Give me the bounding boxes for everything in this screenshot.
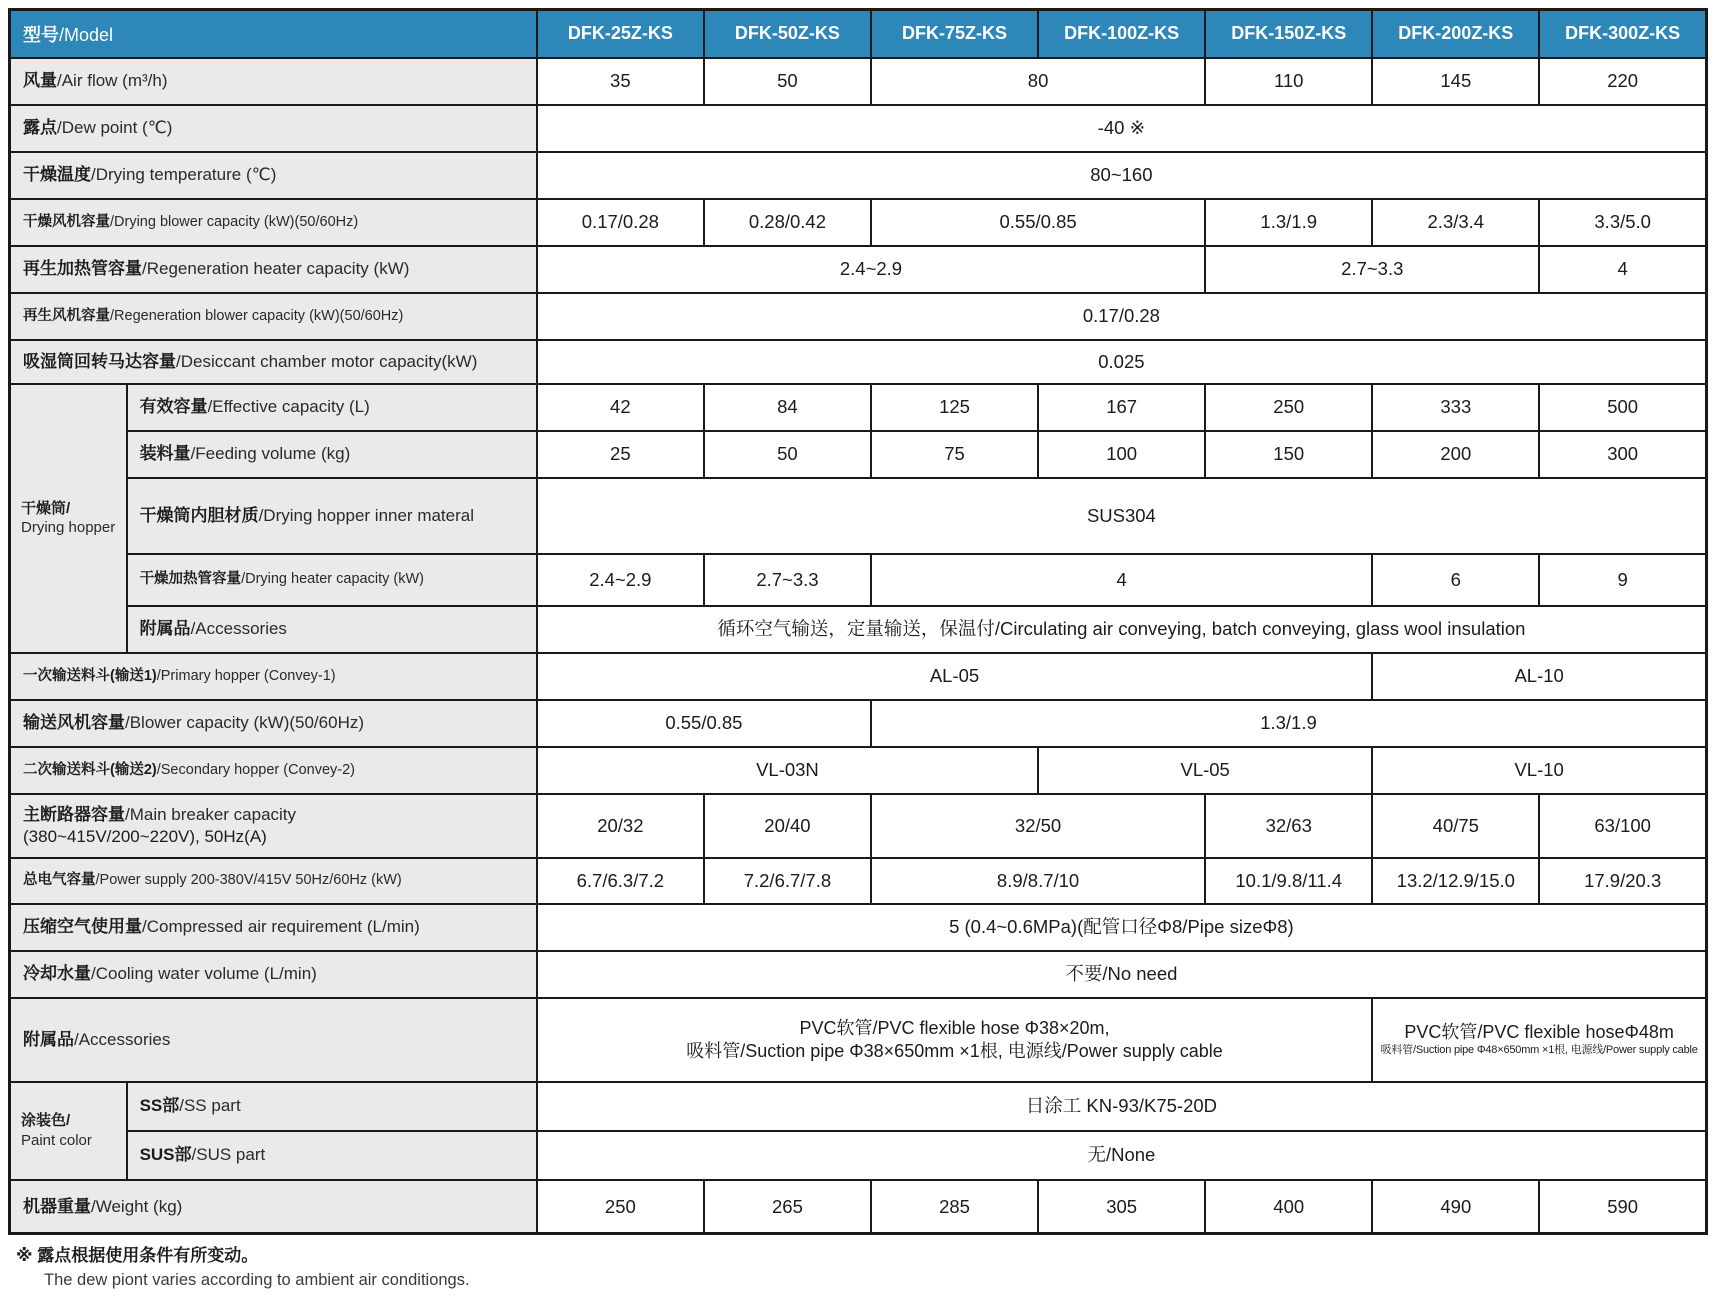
value-line1: 42 xyxy=(610,396,631,418)
row-label-zh: 干燥筒内胆材质 xyxy=(139,505,259,525)
value-drying-blower-1 xyxy=(537,199,704,246)
row-label-primary-hopper xyxy=(10,653,537,700)
value-compressed-air-1 xyxy=(537,904,1707,951)
value-line1: 490 xyxy=(1440,1195,1472,1217)
value-line1: 1.3/1.9 xyxy=(1260,712,1317,734)
value-secondary-hopper-2 xyxy=(1038,747,1372,794)
value-line1: 4 xyxy=(1116,568,1127,590)
value-line1: 2.7~3.3 xyxy=(1341,258,1404,280)
value-machine-accessories-1 xyxy=(537,998,1372,1082)
value-line1: VL-10 xyxy=(1514,759,1564,781)
value-line1: 80~160 xyxy=(1090,164,1153,186)
row-label-en: /Main breaker capacity xyxy=(125,805,297,825)
value-drying-blower-2 xyxy=(704,199,871,246)
row-label-en: /Drying temperature (℃) xyxy=(91,165,277,185)
value-main-breaker-4 xyxy=(1205,794,1372,858)
value-line1: 80 xyxy=(1027,70,1049,92)
value-regen-heater-2 xyxy=(1205,246,1539,293)
value-effective-capacity-5 xyxy=(1205,384,1372,431)
value-main-breaker-3 xyxy=(871,794,1205,858)
value-line1: 6.7/6.3/7.2 xyxy=(576,869,665,891)
spec-table xyxy=(8,8,1708,1235)
row-hopper-accessories xyxy=(10,606,1707,653)
group-label-en: Paint color xyxy=(21,1131,92,1149)
row-label-zh: SS部 xyxy=(139,1096,180,1116)
row-label-en: /SS part xyxy=(179,1096,241,1116)
value-air-flow-6 xyxy=(1539,58,1706,105)
group-label-paint-ss xyxy=(10,1082,127,1180)
value-blower-capacity-2 xyxy=(871,700,1707,747)
row-desiccant-motor xyxy=(10,340,1707,384)
row-effective-capacity xyxy=(10,384,1707,431)
row-label-drying-blower xyxy=(10,199,537,246)
row-label-desiccant-motor xyxy=(10,340,537,384)
value-drying-heater-5 xyxy=(1539,554,1706,606)
row-label-zh: 再生风机容量 xyxy=(23,307,110,324)
row-label-zh: 总电气容量 xyxy=(23,872,96,889)
header-row xyxy=(10,10,1707,58)
value-feeding-volume-7 xyxy=(1539,431,1706,478)
value-line1: PVC软管/PVC flexible hoseΦ48m xyxy=(1404,1022,1674,1043)
value-feeding-volume-1 xyxy=(537,431,704,478)
model-header-1: DFK-25Z-KS xyxy=(537,10,704,58)
value-line1: AL-10 xyxy=(1514,665,1564,687)
row-label-machine-accessories xyxy=(10,998,537,1082)
value-line1: 5 (0.4~0.6MPa)(配管口径Φ8/Pipe sizeΦ8) xyxy=(949,916,1294,938)
value-feeding-volume-5 xyxy=(1205,431,1372,478)
value-line1: 32/50 xyxy=(1014,814,1062,836)
value-line1: 40/75 xyxy=(1432,814,1479,836)
value-air-flow-4 xyxy=(1205,58,1372,105)
value-line1: 2.3/3.4 xyxy=(1427,211,1485,233)
value-weight-7 xyxy=(1539,1180,1706,1234)
value-effective-capacity-6 xyxy=(1372,384,1539,431)
value-line1: 0.28/0.42 xyxy=(748,211,827,233)
value-cooling-water-1 xyxy=(537,951,1707,998)
row-label-zh: 附属品 xyxy=(139,619,191,639)
row-label-en: /Effective capacity (L) xyxy=(207,397,370,417)
value-line1: 0.55/0.85 xyxy=(665,712,743,734)
row-label-en: /Blower capacity (kW)(50/60Hz) xyxy=(125,713,365,733)
value-air-flow-1 xyxy=(537,58,704,105)
row-label-secondary-hopper xyxy=(10,747,537,794)
value-main-breaker-1 xyxy=(537,794,704,858)
row-label-en: /Cooling water volume (L/min) xyxy=(91,964,317,984)
row-label-en: /Secondary hopper (Convey-2) xyxy=(156,761,356,778)
row-label-paint-sus xyxy=(127,1131,537,1180)
value-line1: 220 xyxy=(1607,70,1639,92)
value-power-supply-1 xyxy=(537,858,704,904)
row-drying-heater xyxy=(10,554,1707,606)
value-power-supply-2 xyxy=(704,858,871,904)
row-label-zh: 装料量 xyxy=(139,444,191,464)
row-label-en: /Air flow (m³/h) xyxy=(57,71,168,91)
value-regen-heater-3 xyxy=(1539,246,1706,293)
value-line1: PVC软管/PVC flexible hose Φ38×20m, xyxy=(799,1018,1110,1038)
row-label-zh: 风量 xyxy=(23,71,57,91)
value-line1: 285 xyxy=(939,1195,970,1217)
value-line1: 25 xyxy=(610,443,631,465)
value-power-supply-3 xyxy=(871,858,1205,904)
row-label-hopper-accessories xyxy=(127,606,537,653)
value-line1: 305 xyxy=(1106,1195,1138,1217)
spec-table-body xyxy=(10,58,1707,1234)
value-effective-capacity-2 xyxy=(704,384,871,431)
row-label-en: /Feeding volume (kg) xyxy=(190,444,351,464)
row-regen-blower xyxy=(10,293,1707,340)
value-line1: 0.17/0.28 xyxy=(1082,305,1160,327)
value-drying-heater-3 xyxy=(871,554,1372,606)
value-weight-1 xyxy=(537,1180,704,1234)
value-line1: 13.2/12.9/15.0 xyxy=(1396,869,1515,891)
value-line1: 500 xyxy=(1607,396,1639,418)
row-label-zh: 主断路器容量 xyxy=(23,805,125,825)
row-label-compressed-air xyxy=(10,904,537,951)
value-line1: 50 xyxy=(777,70,798,92)
value-line1: 333 xyxy=(1440,396,1472,418)
value-drying-temperature-1 xyxy=(537,152,1707,199)
value-line1: 100 xyxy=(1106,443,1138,465)
model-label-zh: 型号 xyxy=(23,24,59,45)
value-line1: 20/32 xyxy=(597,814,644,836)
value-line1: SUS304 xyxy=(1086,504,1156,526)
row-label-regen-blower xyxy=(10,293,537,340)
value-line1: 35 xyxy=(610,70,631,92)
value-line1: 无/None xyxy=(1087,1144,1156,1166)
value-line1: VL-03N xyxy=(756,759,819,781)
row-label-en: /Regeneration blower capacity (kW)(50/60Hz) xyxy=(110,307,404,324)
model-label-en: /Model xyxy=(59,24,114,45)
footnote-en: The dew piont varies according to ambient air conditiongs. xyxy=(44,1270,470,1289)
value-hopper-accessories-1 xyxy=(537,606,1707,653)
value-line1: 300 xyxy=(1607,443,1639,465)
row-label-zh: 冷却水量 xyxy=(23,964,91,984)
row-label-line2: (380~415V/200~220V), 50Hz(A) xyxy=(23,826,267,846)
value-desiccant-motor-1 xyxy=(537,340,1707,384)
value-line2: 吸料管/Suction pipe Φ38×650mm ×1根, 电源线/Power supply cable xyxy=(686,1040,1223,1061)
value-weight-6 xyxy=(1372,1180,1539,1234)
value-line1: 6 xyxy=(1450,568,1461,590)
value-line1: 400 xyxy=(1273,1195,1305,1217)
row-label-zh: 机器重量 xyxy=(23,1196,91,1216)
value-line1: 2.4~2.9 xyxy=(589,568,652,590)
value-line1: 9 xyxy=(1617,568,1628,590)
row-label-en: /Drying hopper inner materal xyxy=(258,505,475,525)
row-label-blower-capacity xyxy=(10,700,537,747)
value-blower-capacity-1 xyxy=(537,700,871,747)
row-label-en: /Desiccant chamber motor capacity(kW) xyxy=(176,351,478,371)
row-label-en: /SUS part xyxy=(191,1145,266,1165)
row-blower-capacity xyxy=(10,700,1707,747)
value-line1: 不要/No need xyxy=(1065,963,1178,985)
value-air-flow-2 xyxy=(704,58,871,105)
model-label-cell xyxy=(10,10,537,58)
value-drying-heater-2 xyxy=(704,554,871,606)
value-feeding-volume-2 xyxy=(704,431,871,478)
value-line1: 17.9/20.3 xyxy=(1584,869,1662,891)
row-inner-material xyxy=(10,478,1707,554)
value-line1: 125 xyxy=(939,396,970,418)
row-label-en: /Compressed air requirement (L/min) xyxy=(142,917,420,937)
row-label-drying-heater xyxy=(127,554,537,606)
row-machine-accessories xyxy=(10,998,1707,1082)
model-header-4: DFK-100Z-KS xyxy=(1038,10,1205,58)
row-label-air-flow xyxy=(10,58,537,105)
value-line1: 250 xyxy=(604,1195,636,1217)
value-drying-heater-1 xyxy=(537,554,704,606)
value-primary-hopper-1 xyxy=(537,653,1372,700)
value-main-breaker-5 xyxy=(1372,794,1539,858)
value-line1: 75 xyxy=(944,443,965,465)
row-feeding-volume xyxy=(10,431,1707,478)
model-header-6: DFK-200Z-KS xyxy=(1372,10,1539,58)
row-power-supply xyxy=(10,858,1707,904)
group-label-en: Drying hopper xyxy=(21,519,116,536)
value-line1: 250 xyxy=(1273,396,1305,418)
row-label-effective-capacity xyxy=(127,384,537,431)
row-label-zh: 附属品 xyxy=(23,1029,74,1049)
value-effective-capacity-7 xyxy=(1539,384,1706,431)
row-label-en: /Drying heater capacity (kW) xyxy=(241,571,424,588)
row-label-main-breaker xyxy=(10,794,537,858)
row-label-en: /Accessories xyxy=(74,1029,171,1049)
row-label-zh: 干燥加热管容量 xyxy=(139,571,242,588)
value-line1: 50 xyxy=(777,443,798,465)
row-paint-ss xyxy=(10,1082,1707,1131)
row-label-zh: 干燥风机容量 xyxy=(23,213,110,230)
value-drying-blower-4 xyxy=(1205,199,1372,246)
group-label-zh: 干燥筒/ xyxy=(21,499,71,517)
value-inner-material-1 xyxy=(537,478,1707,554)
value-line1: 63/100 xyxy=(1594,814,1651,836)
group-label-zh: 涂装色/ xyxy=(21,1112,71,1129)
value-feeding-volume-4 xyxy=(1038,431,1205,478)
value-line1: 8.9/8.7/10 xyxy=(996,869,1080,891)
value-power-supply-5 xyxy=(1372,858,1539,904)
value-weight-5 xyxy=(1205,1180,1372,1234)
row-label-inner-material xyxy=(127,478,537,554)
row-regen-heater xyxy=(10,246,1707,293)
row-cooling-water xyxy=(10,951,1707,998)
row-label-dew-point xyxy=(10,105,537,152)
value-dew-point-1 xyxy=(537,105,1707,152)
value-machine-accessories-2 xyxy=(1372,998,1706,1082)
value-secondary-hopper-1 xyxy=(537,747,1038,794)
row-label-en: /Regeneration heater capacity (kW) xyxy=(142,259,410,279)
value-main-breaker-6 xyxy=(1539,794,1706,858)
row-weight xyxy=(10,1180,1707,1234)
value-drying-blower-5 xyxy=(1372,199,1539,246)
row-drying-blower xyxy=(10,199,1707,246)
value-weight-4 xyxy=(1038,1180,1205,1234)
value-weight-3 xyxy=(871,1180,1038,1234)
value-regen-blower-1 xyxy=(537,293,1707,340)
row-label-drying-temperature xyxy=(10,152,537,199)
row-label-weight xyxy=(10,1180,537,1234)
value-drying-heater-4 xyxy=(1372,554,1539,606)
value-paint-ss-1 xyxy=(537,1082,1707,1131)
value-line1: 10.1/9.8/11.4 xyxy=(1235,869,1343,891)
row-label-zh: 二次输送料斗(输送2) xyxy=(23,761,157,778)
row-paint-sus xyxy=(10,1131,1707,1180)
value-line1: 84 xyxy=(777,396,798,418)
footnote xyxy=(16,1244,470,1293)
model-header-5: DFK-150Z-KS xyxy=(1205,10,1372,58)
row-label-zh: 压缩空气使用量 xyxy=(23,917,142,937)
value-air-flow-3 xyxy=(871,58,1205,105)
row-label-regen-heater xyxy=(10,246,537,293)
value-line1: 7.2/6.7/7.8 xyxy=(743,869,832,891)
row-label-en: /Drying blower capacity (kW)(50/60Hz) xyxy=(110,213,359,230)
value-line1: 110 xyxy=(1273,70,1304,92)
value-line1: 32/63 xyxy=(1265,814,1312,836)
value-line1: 0.17/0.28 xyxy=(581,211,659,233)
value-drying-blower-3 xyxy=(871,199,1205,246)
value-line1: 2.4~2.9 xyxy=(839,258,903,280)
row-label-zh: 有效容量 xyxy=(139,397,208,417)
value-line1: 265 xyxy=(772,1195,803,1217)
value-line1: 167 xyxy=(1106,396,1138,418)
row-label-zh: 输送风机容量 xyxy=(23,713,125,733)
model-header-3: DFK-75Z-KS xyxy=(871,10,1038,58)
value-secondary-hopper-3 xyxy=(1372,747,1706,794)
value-line1: 3.3/5.0 xyxy=(1594,211,1651,233)
row-primary-hopper xyxy=(10,653,1707,700)
row-label-zh: 再生加热管容量 xyxy=(23,259,142,279)
value-line1: AL-05 xyxy=(929,665,980,687)
value-air-flow-5 xyxy=(1372,58,1539,105)
value-line1: 150 xyxy=(1273,443,1305,465)
value-power-supply-6 xyxy=(1539,858,1706,904)
value-primary-hopper-2 xyxy=(1372,653,1706,700)
value-line1: 145 xyxy=(1440,70,1472,92)
row-label-zh: SUS部 xyxy=(139,1145,192,1165)
model-header-2: DFK-50Z-KS xyxy=(704,10,871,58)
value-line1: 0.55/0.85 xyxy=(999,211,1077,233)
model-header-7: DFK-300Z-KS xyxy=(1539,10,1706,58)
row-label-feeding-volume xyxy=(127,431,537,478)
value-line2: 吸料管/Suction pipe Φ48×650mm ×1根, 电源线/Power supply cable xyxy=(1380,1043,1698,1056)
row-label-paint-ss xyxy=(127,1082,537,1131)
value-line1: VL-05 xyxy=(1180,759,1230,781)
value-line1: 循环空气输送，定量输送，保温付/Circulating air conveying, batch conveying, glass wool insulation xyxy=(717,618,1526,640)
footnote-zh: ※ 露点根据使用条件有所变动。 xyxy=(16,1246,259,1265)
row-label-zh: 一次输送料斗(输送1) xyxy=(23,667,157,684)
row-label-zh: 干燥温度 xyxy=(23,165,91,185)
row-main-breaker xyxy=(10,794,1707,858)
value-feeding-volume-3 xyxy=(871,431,1038,478)
row-drying-temperature xyxy=(10,152,1707,199)
value-weight-2 xyxy=(704,1180,871,1234)
value-effective-capacity-4 xyxy=(1038,384,1205,431)
value-line1: 0.025 xyxy=(1098,350,1145,372)
value-power-supply-4 xyxy=(1205,858,1372,904)
value-line1: 4 xyxy=(1617,258,1628,280)
row-air-flow xyxy=(10,58,1707,105)
value-line1: -40 ※ xyxy=(1097,117,1146,139)
group-label-effective-capacity xyxy=(10,384,127,653)
row-label-zh: 吸湿筒回转马达容量 xyxy=(23,351,176,371)
row-label-en: /Primary hopper (Convey-1) xyxy=(156,667,336,684)
row-label-en: /Dew point (℃) xyxy=(57,118,173,138)
value-line1: 200 xyxy=(1440,443,1472,465)
value-effective-capacity-3 xyxy=(871,384,1038,431)
spec-table-head xyxy=(10,10,1707,58)
value-main-breaker-2 xyxy=(704,794,871,858)
value-effective-capacity-1 xyxy=(537,384,704,431)
row-label-power-supply xyxy=(10,858,537,904)
row-compressed-air xyxy=(10,904,1707,951)
row-label-en: /Power supply 200-380V/415V 50Hz/60Hz (kW) xyxy=(95,872,402,889)
row-label-cooling-water xyxy=(10,951,537,998)
value-drying-blower-6 xyxy=(1539,199,1706,246)
value-regen-heater-1 xyxy=(537,246,1205,293)
row-secondary-hopper xyxy=(10,747,1707,794)
row-dew-point xyxy=(10,105,1707,152)
value-line1: 日涂工 KN-93/K75-20D xyxy=(1025,1095,1218,1117)
value-paint-sus-1 xyxy=(537,1131,1707,1180)
value-line1: 2.7~3.3 xyxy=(756,568,819,590)
row-label-zh: 露点 xyxy=(23,118,57,138)
value-line1: 590 xyxy=(1607,1195,1639,1217)
value-line1: 20/40 xyxy=(764,814,811,836)
value-line1: 1.3/1.9 xyxy=(1260,211,1317,233)
value-feeding-volume-6 xyxy=(1372,431,1539,478)
row-label-en: /Accessories xyxy=(190,619,287,639)
row-label-en: /Weight (kg) xyxy=(91,1196,183,1216)
